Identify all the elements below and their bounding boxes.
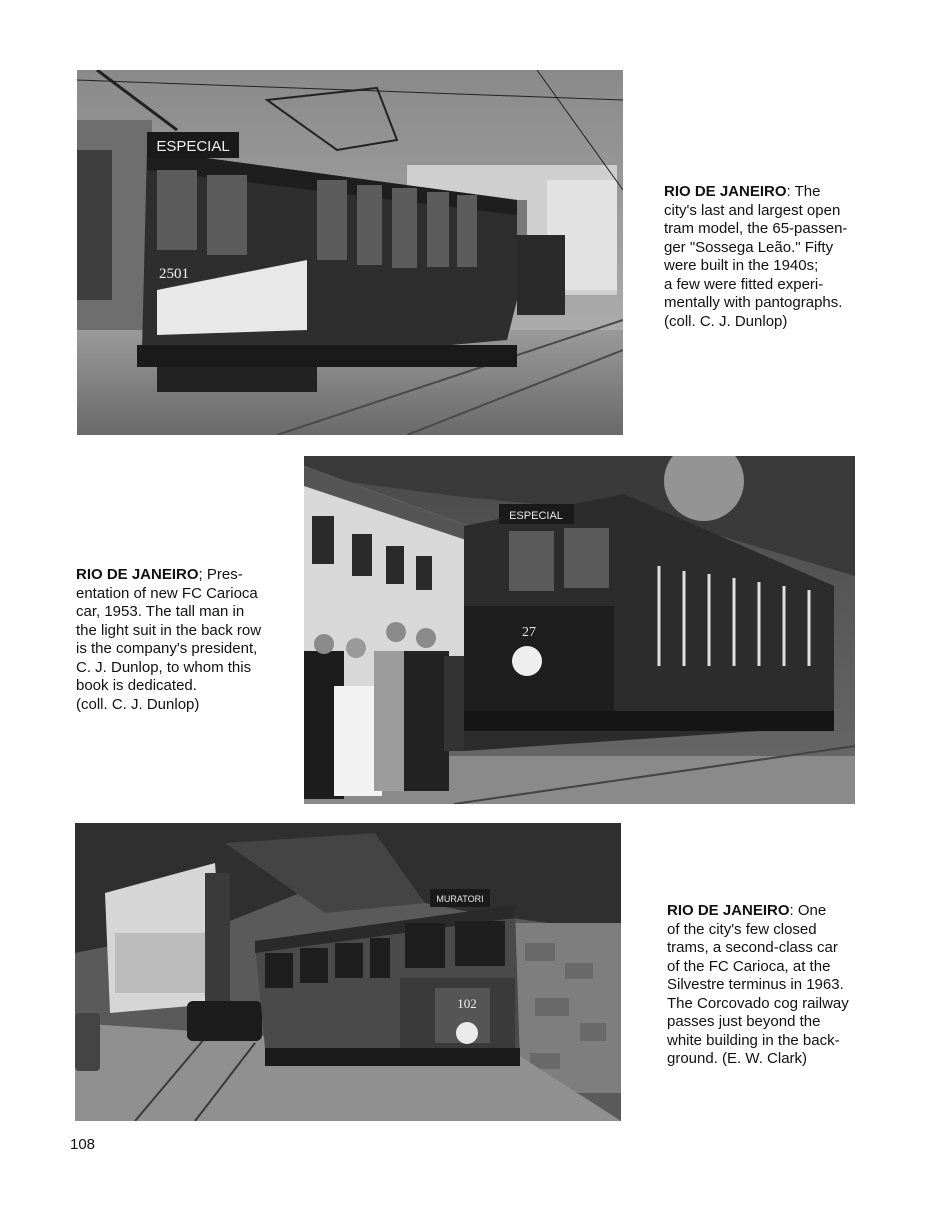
car-number-text: 102: [457, 996, 477, 1011]
caption-place-1: RIO DE JANEIRO: [664, 183, 787, 200]
caption-sep-3: :: [789, 902, 798, 919]
caption-sep-2: ;: [198, 566, 207, 583]
photo-presentation-car-27: [304, 456, 855, 804]
car-number-text: 2501: [159, 266, 189, 282]
tram-sign-text: ESPECIAL: [509, 510, 563, 522]
tram-sign-text: ESPECIAL: [156, 138, 230, 155]
caption-place-3: RIO DE JANEIRO: [667, 902, 790, 919]
photo-open-tram-2501: [77, 70, 623, 435]
caption-text-1: The city's last and largest open tram model, the 65-passen- ger "Sossega Leão." Fifty were built in the 1940s; a few were fitted experi- mentally with pantographs. (coll. C. J. Dunlop): [664, 183, 848, 330]
caption-photo-1: [664, 183, 874, 331]
tram-sign-text: MURATORI: [436, 894, 484, 904]
caption-place-2: RIO DE JANEIRO: [76, 566, 199, 583]
photo-closed-tram-102: [75, 823, 621, 1121]
caption-text-2: Pres- entation of new FC Carioca car, 1953. The tall man in the light suit in the back row is the company's president, C. J. Dunlop, to whom this book is dedicated. (coll. C. J. Dunlop): [76, 566, 262, 713]
caption-photo-2: [76, 566, 296, 714]
page-number: 108: [70, 1136, 96, 1153]
caption-sep-1: :: [786, 183, 795, 200]
caption-text-3: One of the city's few closed trams, a second-class car of the FC Carioca, at the Silvestre terminus in 1963. The Corcovado cog railway passes just beyond the white building in the back- ground. (E. W. Clark): [667, 902, 849, 1067]
car-number-text: 27: [522, 625, 536, 640]
caption-photo-3: [667, 902, 877, 1069]
